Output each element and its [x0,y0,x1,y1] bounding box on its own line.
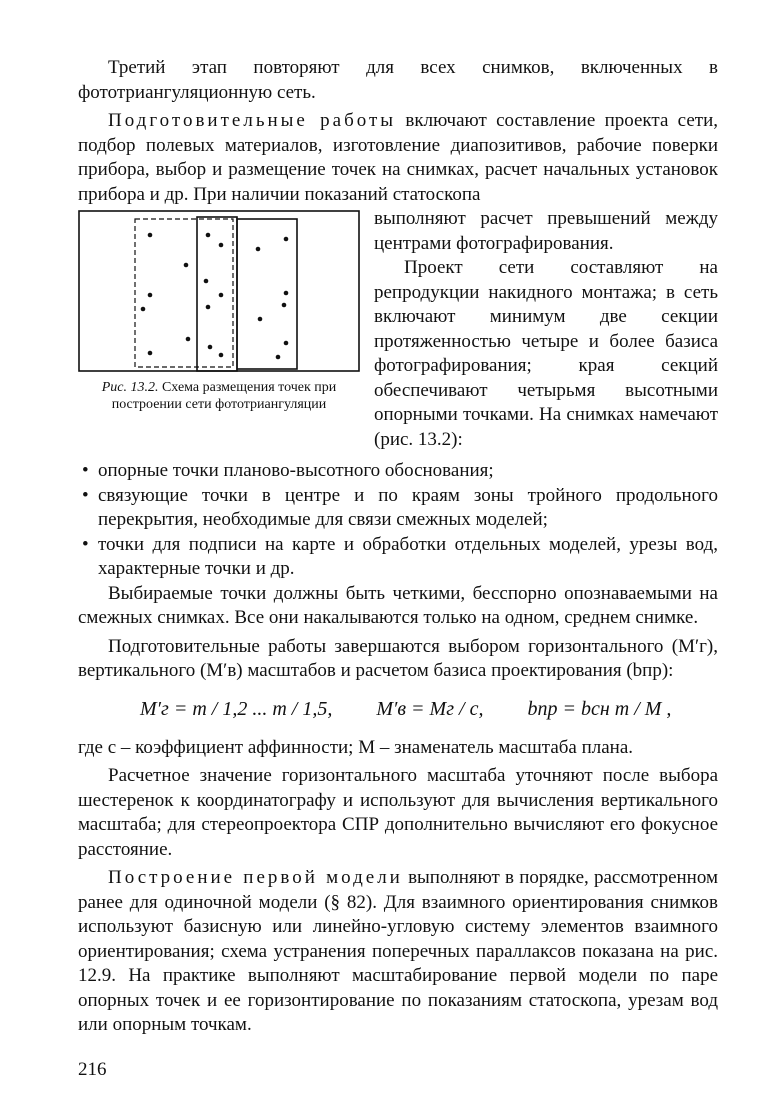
paragraph-where: где c – коэффициент аффинности; M – знаменатель масштаба плана. [78,736,634,758]
spaced-term-preparatory: Подготовительные работы [108,110,397,131]
paragraph-1: Третий этап повторяют для всех снимков, включенных в фототриангуляционную сеть. [78,57,718,103]
paragraph-2-rest: включают составление проекта сети, подбор полевых материалов, изготовление диапозитивов, рабочие поверки прибора, выбор и размещение точек на снимках, расчет начальных установок прибора и др. При наличии показаний статоскопа [78,110,718,205]
paragraph-build-rest: выполняют в порядке, рассмотренном ранее для одиночной модели (§ 82). Для взаимного ориентирования снимков используют базисную или линейно-угловую систему элементов взаимного ориентирования; схема устранения поперечных параллаксов показана на рис. 12.9. На практике выполняют масштабирование первой модели по паре опорных точек и ее горизонтирование по показаниям статоскопа, урезам вод или опорным точкам. [78,867,718,1035]
bullet-item: • связующие точки в центре и по краям зоны тройного продольного перекрытия, необходимые для связи смежных моделей; [78,484,718,533]
bullet-item: • опорные точки планово-высотного обоснования; [78,459,718,484]
side-paragraph-1: выполняют расчет превышений между центрами фотографирования. [374,208,718,254]
side-paragraph-2: Проект сети составляют на репродукции накидного монтажа; в сеть включают минимум две секции протяженностью четыре и более базиса фотографирования; края секций обеспечивают четырьмя высотными опорными точками. На снимках намечают (рис. 13.2): [374,257,718,450]
paragraph-prep-end: Подготовительные работы завершаются выбором горизонтального (M′г), вертикального (M′в) масштабов и расчетом базиса проектирования (bпр): [78,635,718,681]
side-text-column [374,207,718,452]
formula-vertical-scale: M′в = Mг / c, [376,697,484,720]
page-number: 216 [78,1059,107,1080]
bullet-item: • точки для подписи на карте и обработки отдельных моделей, урезы вод, характерные точки и др. [78,533,718,582]
paragraph-calc: Расчетное значение горизонтального масштаба уточняют после выбора шестеренок к координатографу и используют для вычисления вертикального масштаба; для стереопроектора СПР дополнительно вычисляют его фокусное расстояние. [78,765,718,860]
figure-13-2 [78,207,360,413]
figure-with-side-text [78,207,718,459]
page-content [78,56,718,1038]
formula-horizontal-scale: M′г = m / 1,2 ... m / 1,5, [140,697,333,720]
spaced-term-first-model: Построение первой модели [108,867,403,888]
paragraph-select: Выбираемые точки должны быть четкими, бесспорно опознаваемыми на смежных снимках. Все они накалываются только на одном, среднем снимке. [78,582,718,628]
point-scheme-diagram [78,207,360,375]
figure-caption-text: Схема размещения точек при построении сети фототриангуляции [111,380,337,412]
figure-caption-label: Рис. 13.2. [101,380,159,395]
formula-base: bпр = bсн m / M , [527,697,672,720]
figure-caption [78,379,360,413]
formula-line [78,696,718,722]
paragraph-build [78,866,718,1038]
paragraph-2 [78,109,718,207]
bullet-list [78,459,718,582]
